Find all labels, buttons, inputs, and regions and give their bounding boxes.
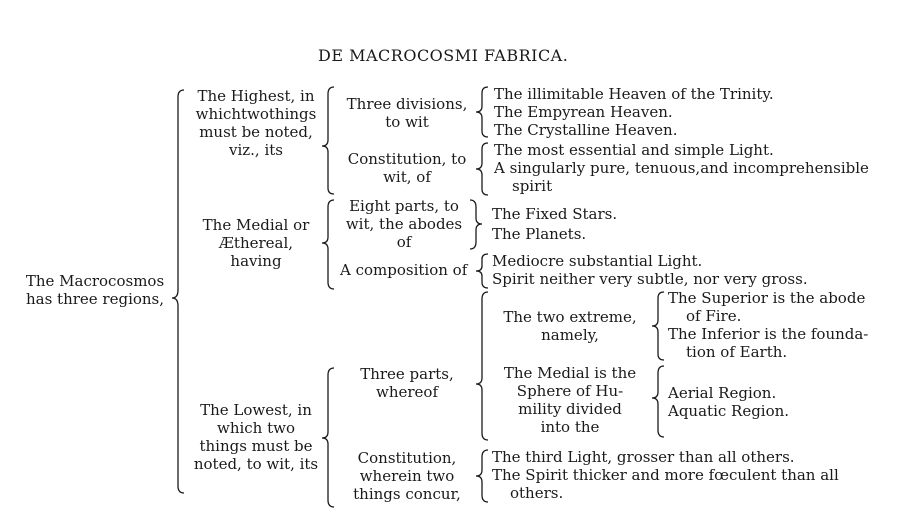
- eight-parts-label-line-2: wit, the abodes: [345, 215, 463, 233]
- extreme-item-3: The Inferior is the founda-: [668, 325, 869, 343]
- highest-constitution-item-2: A singularly pure, tenuous,and incomprehensible: [494, 159, 869, 177]
- extreme-brace: [652, 292, 664, 360]
- page-title: DE MACROCOSMI FABRICA.: [318, 46, 569, 65]
- composition-item-2: Spirit neither very subtle, nor very gross.: [492, 270, 808, 288]
- highest-label-line-4: viz., its: [228, 141, 283, 159]
- composition-label: A composition of: [340, 261, 468, 279]
- highest-constitution-label-line-1: Constitution, to: [347, 150, 467, 168]
- highest-constitution-item-3: spirit: [512, 177, 553, 195]
- lowest-constitution-label-line-2: wherein two: [359, 467, 455, 485]
- divisions-item-2: The Empyrean Heaven.: [494, 103, 673, 121]
- three-parts-brace: [476, 292, 488, 440]
- composition-item-1: Mediocre substantial Light.: [492, 252, 703, 270]
- highest-label-line-2: whichtwothings: [195, 105, 317, 123]
- eight-parts-item-1: The Fixed Stars.: [492, 205, 618, 223]
- medial-sphere-label-line-1: The Medial is the: [503, 364, 637, 382]
- medial-sphere-label-line-3: mility divided: [518, 400, 622, 418]
- divisions-label-line-1: Three divisions,: [346, 95, 468, 113]
- extreme-item-4: tion of Earth.: [686, 343, 788, 361]
- extreme-item-2: of Fire.: [686, 307, 742, 325]
- highest-constitution-label-line-2: wit, of: [383, 168, 431, 186]
- extreme-item-1: The Superior is the abode: [668, 289, 866, 307]
- lowest-label-line-2: which two: [216, 419, 296, 437]
- lowest-constitution-label-line-1: Constitution,: [357, 449, 457, 467]
- extreme-label-line-2: namely,: [541, 326, 599, 344]
- three-parts-label-line-1: Three parts,: [360, 365, 454, 383]
- eight-parts-label-line-3: of: [396, 233, 412, 251]
- eight-parts-label-line-1: Eight parts, to: [349, 197, 459, 215]
- divisions-item-1: The illimitable Heaven of the Trinity.: [494, 85, 774, 103]
- root-label-line-2: has three regions,: [25, 290, 165, 308]
- divisions-label-line-2: to wit: [385, 113, 429, 131]
- lowest-label-line-4: noted, to wit, its: [193, 455, 319, 473]
- lowest-label-line-1: The Lowest, in: [200, 401, 312, 419]
- medial-sphere-item-1: Aerial Region.: [668, 384, 777, 402]
- root-label-line-1: The Macrocosmos: [25, 272, 165, 290]
- medial-sphere-brace: [652, 366, 664, 437]
- medial-sphere-label-line-2: Sphere of Hu-: [516, 382, 624, 400]
- lowest-constitution-item-2: The Spirit thicker and more fœculent than all: [492, 466, 839, 484]
- divisions-item-3: The Crystalline Heaven.: [494, 121, 678, 139]
- lowest-constitution-brace: [476, 450, 488, 502]
- root-brace: [172, 90, 184, 493]
- medial-label-line-1: The Medial or: [202, 216, 310, 234]
- medial-label-line-2: Æthereal,: [218, 234, 294, 252]
- medial-sphere-item-2: Aquatic Region.: [668, 402, 790, 420]
- lowest-constitution-item-1: The third Light, grosser than all others.: [492, 448, 795, 466]
- composition-brace: [476, 254, 488, 288]
- extreme-label-line-1: The two extreme,: [503, 308, 637, 326]
- highest-label-line-1: The Highest, in: [197, 87, 315, 105]
- eight-parts-item-2: The Planets.: [492, 225, 587, 243]
- highest-constitution-item-1: The most essential and simple Light.: [494, 141, 774, 159]
- lowest-constitution-item-3: others.: [510, 484, 564, 502]
- highest-label-line-3: must be noted,: [199, 123, 313, 141]
- three-parts-label-line-2: whereof: [375, 383, 438, 401]
- medial-label-line-3: having: [230, 252, 282, 270]
- lowest-constitution-label-line-3: things concur,: [353, 485, 461, 503]
- medial-sphere-label-line-4: into the: [540, 418, 600, 436]
- lowest-label-line-3: things must be: [199, 437, 313, 455]
